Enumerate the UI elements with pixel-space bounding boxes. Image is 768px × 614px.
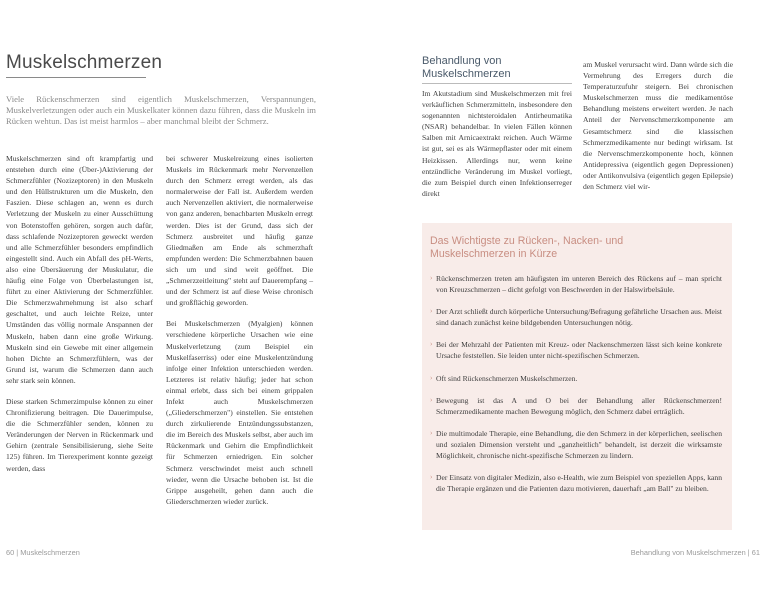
body-paragraph: am Muskel verursacht wird. Dann würde sich die Vermehrung des Erregers durch die Temperaturzufuhr steigern. Bei chronischen Muskelschmerzen muss die medikamentöse Behandlung meistens erweitert werden. Je nach Anteil der Nervenschmerzkomponente am Gesamtschmerz sind die klassischen Schmerzmedikamente nur bedingt wirksam. Ist die Nervenschmerzkomponente hoch, können Antidepressiva (eigentlich gegen Depressionen) oder Antikonvulsiva (eigentlich gegen Epilepsie) den Schmerz viel wir-	[583, 60, 733, 192]
summary-item-text: Der Arzt schließt durch körperliche Untersuchung/Befragung gefährliche Ursachen aus. Meist sind danach zunächst keine bildgebenden Untersuchungen nötig.	[436, 307, 722, 328]
body-paragraph: Bei Muskelschmerzen (Myalgien) können verschiedene körperliche Ursachen wie eine Muskelverletzung (zum Beispiel ein Muskelfaserriss) oder eine Muskelentzündung infolge einer Infektion unterschieden werden. Letzteres ist relativ häufig; jeder hat schon einmal erlebt, dass sich bei einem grippalen Infekt auch Muskelschmerzen („Gliederschmerzen") einstellen. Sie entstehen durch zirkulierende Entzündungssubstanzen, die im Bereich des Muskels selbst, aber auch im Rückenmark und Gehirn die Empfindlichkeit für Schmerzen erniedrigen. Ein solcher Schmerz verschwindet meist auch schnell wieder, wenn die Ursache behoben ist. Ist die Grippe ausgeheilt, gehen dann auch die Gliederschmerzen wieder zurück.	[166, 319, 313, 506]
summary-item	[430, 395, 722, 417]
summary-item-text: Der Einsatz von digitaler Medizin, also e-Health, wie zum Beispiel von speziellen Apps, kann die Therapie ergänzen und die Patienten dazu motivieren, dauerhaft „am Ball" zu bleiben.	[436, 473, 722, 494]
summary-item	[430, 373, 722, 384]
intro-paragraph: Viele Rückenschmerzen sind eigentlich Muskelschmerzen, Verspannungen, Muskelverletzungen oder auch ein Muskelkater können dazu führen, dass die Muskeln im Rücken wehtun. Das ist meist harmlos – aber manchmal bleibt der Schmerz.	[6, 94, 316, 126]
bullet-arrow-icon: ›	[430, 428, 433, 437]
section-heading: Behandlung von Muskelschmerzen	[422, 55, 572, 84]
bullet-arrow-icon: ›	[430, 274, 433, 282]
summary-item-text: Bewegung ist das A und O bei der Behandlung aller Rückenschmerzen! Schmerzmedikamente machen Bewegung möglich, den Schmerz dabei erträglich.	[436, 395, 722, 416]
summary-item	[430, 472, 722, 494]
bullet-arrow-icon: ›	[430, 340, 433, 349]
summary-item	[430, 339, 722, 361]
page-title: Muskelschmerzen	[6, 52, 146, 78]
left-column-1	[6, 153, 153, 484]
summary-item	[430, 306, 722, 328]
summary-item	[430, 273, 722, 295]
summary-item	[430, 428, 722, 461]
body-paragraph: bei schwerer Muskelreizung eines isolierten Muskels im Rückenmark mehr Nervenzellen durch den Schmerz erregt werden, als das normalerweise der Fall ist. Außerdem werden auch Nervenzellen aktiviert, die normalerweise von ganz anderen, benachbarten Muskeln erregt werden. Dies ist der Grund, dass sich der Schmerz ausbreitet und häufig ganze Gliedmaßen am Ende als schmerzhaft empfunden werden: Die Schmerzbahnen bauen sich um und sind weit geöffnet. Die „Schmerzzeitleitung" steht auf Dauerempfang – und der Schmerz ist auf diese Weise chronisch und großflächig geworden.	[166, 154, 313, 308]
bullet-arrow-icon: ›	[430, 373, 433, 382]
left-column-2	[166, 153, 313, 517]
page-footer-left: 60 | Muskelschmerzen	[6, 548, 80, 557]
summary-item-text: Rückenschmerzen treten am häufigsten im unteren Bereich des Rückens auf – man spricht von Kreuzschmerzen – dicht gefolgt von Beschwerden in der Halswirbelsäule.	[436, 274, 722, 295]
summary-box	[422, 223, 732, 530]
summary-item-text: Die multimodale Therapie, eine Behandlung, die den Schmerz in der körperlichen, seelischen und sozialen Dimension versteht und „ganzheitlich" behandelt, ist derzeit die wirksamste Möglichkeit, chronische nicht-spezifische Schmerzen zu lindern.	[436, 428, 722, 461]
right-column-1	[422, 88, 572, 209]
right-column-2	[583, 59, 733, 202]
summary-item-text: Oft sind Rückenschmerzen Muskelschmerzen.	[436, 373, 578, 383]
summary-box-title: Das Wichtigste zu Rücken-, Nacken- und Muskelschmerzen in Kürze	[430, 235, 624, 260]
page-footer-right: Behandlung von Muskelschmerzen | 61	[630, 548, 760, 557]
bullet-arrow-icon: ›	[430, 395, 433, 404]
body-paragraph: Diese starken Schmerzimpulse können zu einer Chronifizierung beitragen. Die Dauerimpulse, die die Schmerzfühler senden, können zu Veränderungen der Nerven in Rückenmark und Gehirn (zentrale Sensibilisierung, siehe Seite 125) führen. Im Tierexperiment konnte gezeigt werden, dass	[6, 396, 153, 473]
summary-item-text: Bei der Mehrzahl der Patienten mit Kreuz- oder Nackenschmerzen lässt sich keine konkrete Ursache feststellen. Sie leiden unter nicht-spezifischen Schmerzen.	[436, 340, 722, 361]
body-paragraph: Im Akutstadium sind Muskelschmerzen mit frei verkäuflichen Schmerzmitteln, insbesondere den sogenannten nichtsteroidalen Antirheumatika (NSAR) behandelbar. In vielen Fällen können Salben mit Arnicaextrakt reichen. Auch Wärme ist gut, sei es als Wärmepflaster oder mit einem Heizkissen. Allerdings nur, wenn keine entzündliche Veränderung im Muskel vorliegt, die zum Beispiel durch einen Infektionserreger direkt	[422, 89, 572, 198]
body-paragraph: Muskelschmerzen sind oft krampfartig und entstehen durch eine (Über-)Aktivierung der Schmerzfühler (Nozizeptoren) in den Muskeln und den Hüllstrukturen um die Muskeln, den Faszien. Diese schlagen an, wenn es durch Verletzung der Muskeln zu einer Ausschüttung von Botenstoffen gehören, sorgen auch dafür, dass schlafende Nozizeptoren geweckt werden und alle Schmerzfühler besonders empfindlich eingestellt sind. Auch ein Abfall des pH-Werts, also eine Übersäuerung der Muskulatur, die häufig eine Folge von Überbelastungen ist, führt zu einer Aktivierung der Schmerzfühler. Die Schmerzwahrnehmung ist also scharf geschaltet, und auch leichte Reize, unter Umständen das völlig normale Anspannen der Muskeln, haben dann eine große Wirkung. Muskeln sind ein Gewebe mit einer allgemein hohen Dichte an Schmerzfühlern, was der Grund ist, warum die Schmerzen dann auch sehr stark sein können.	[6, 154, 153, 385]
right-page	[384, 0, 768, 614]
bullet-arrow-icon: ›	[430, 473, 433, 482]
bullet-arrow-icon: ›	[430, 307, 433, 316]
